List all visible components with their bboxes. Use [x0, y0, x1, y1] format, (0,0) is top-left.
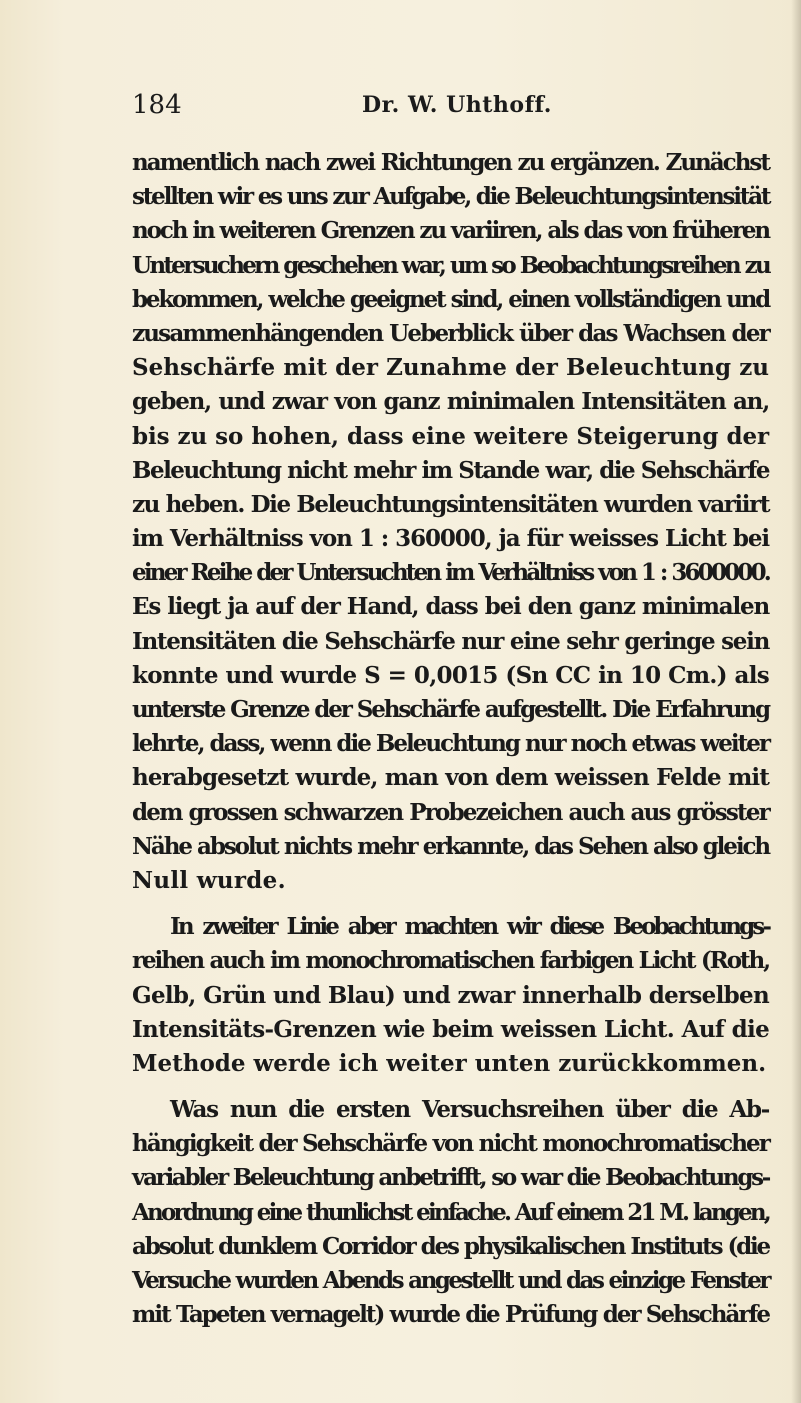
body-text — [132, 146, 769, 1344]
text-line: In zweiter Linie aber machten wir diese Beobachtungs- — [170, 913, 769, 941]
text-line: Versuche wurden Abends angestellt und das einzige Fenster — [132, 1267, 769, 1294]
text-line: Nähe absolut nichts mehr erkannte, das Sehen also gleich — [132, 832, 769, 860]
text-line: Intensitäten die Sehschärfe nur eine sehr geringe sein — [132, 627, 769, 655]
text-line: konnte und wurde S = 0,0015 (Sn CC in 10 Cm.) als — [132, 661, 769, 689]
text-line: Sehschärfe mit der Zunahme der Beleuchtung zu — [132, 354, 769, 382]
running-head: Dr. W. Uhthoff. — [362, 92, 552, 118]
text-line: mit Tapeten vernagelt) wurde die Prüfung der Sehschärfe — [132, 1301, 769, 1329]
text-line: einer Reihe der Untersuchten im Verhältniss von 1 : 3600000. — [132, 559, 769, 587]
text-line: stellten wir es uns zur Aufgabe, die Beleuchtungsintensität — [132, 183, 770, 211]
paragraph-3 — [132, 1093, 769, 1332]
text-line: Null wurde. — [132, 866, 286, 894]
text-line: Es liegt ja auf der Hand, dass bei den ganz minimalen — [132, 593, 769, 621]
text-line: bekommen, welche geeignet sind, einen vollständigen und — [132, 285, 769, 313]
text-line: Gelb, Grün und Blau) und zwar innerhalb derselben — [132, 981, 769, 1009]
text-line: lehrte, dass, wenn die Beleuchtung nur noch etwas weiter — [132, 730, 769, 758]
text-line: Untersuchern geschehen war, um so Beobachtungsreihen zu — [132, 251, 769, 279]
text-line: Was nun die ersten Versuchsreihen über die Ab- — [170, 1096, 769, 1124]
text-line: variabler Beleuchtung anbetrifft, so war die Beobachtungs- — [132, 1164, 769, 1192]
text-line: Anordnung eine thunlichst einfache. Auf einem 21 M. langen, — [132, 1198, 769, 1226]
text-line: hängigkeit der Sehschärfe von nicht monochromatischer — [132, 1130, 769, 1158]
text-line: im Verhältniss von 1 : 360000, ja für weisses Licht bei — [132, 525, 769, 553]
text-line: dem grossen schwarzen Probezeichen auch aus grösster — [132, 798, 769, 826]
text-line: Intensitäts-Grenzen wie beim weissen Licht. Auf die — [132, 1015, 769, 1043]
text-line: zusammenhängenden Ueberblick über das Wachsen der — [132, 319, 769, 347]
text-line: bis zu so hohen, dass eine weitere Steigerung der — [132, 422, 769, 450]
text-line: Methode werde ich weiter unten zurückkommen. — [132, 1049, 767, 1077]
page-number: 184 — [132, 90, 182, 120]
text-line: absolut dunklem Corridor des physikalischen Instituts (die — [132, 1232, 769, 1260]
text-line: namentlich nach zwei Richtungen zu ergänzen. Zunächst — [132, 149, 769, 176]
page-header — [132, 90, 772, 120]
paragraph-2 — [132, 910, 769, 1081]
paragraph-1 — [132, 146, 769, 898]
text-line: Beleuchtung nicht mehr im Stande war, die Sehschärfe — [132, 456, 769, 484]
text-line: noch in weiteren Grenzen zu variiren, als das von früheren — [132, 217, 769, 245]
text-line: zu heben. Die Beleuchtungsintensitäten wurden variirt — [132, 490, 770, 518]
page-edge-shadow — [791, 0, 801, 1403]
text-line: geben, und zwar von ganz minimalen Intensitäten an, — [132, 388, 769, 416]
text-line: reihen auch im monochromatischen farbigen Licht (Roth, — [132, 947, 769, 975]
text-line: herabgesetzt wurde, man von dem weissen Felde mit — [132, 764, 769, 792]
text-line: unterste Grenze der Sehschärfe aufgestellt. Die Erfahrung — [132, 696, 769, 723]
